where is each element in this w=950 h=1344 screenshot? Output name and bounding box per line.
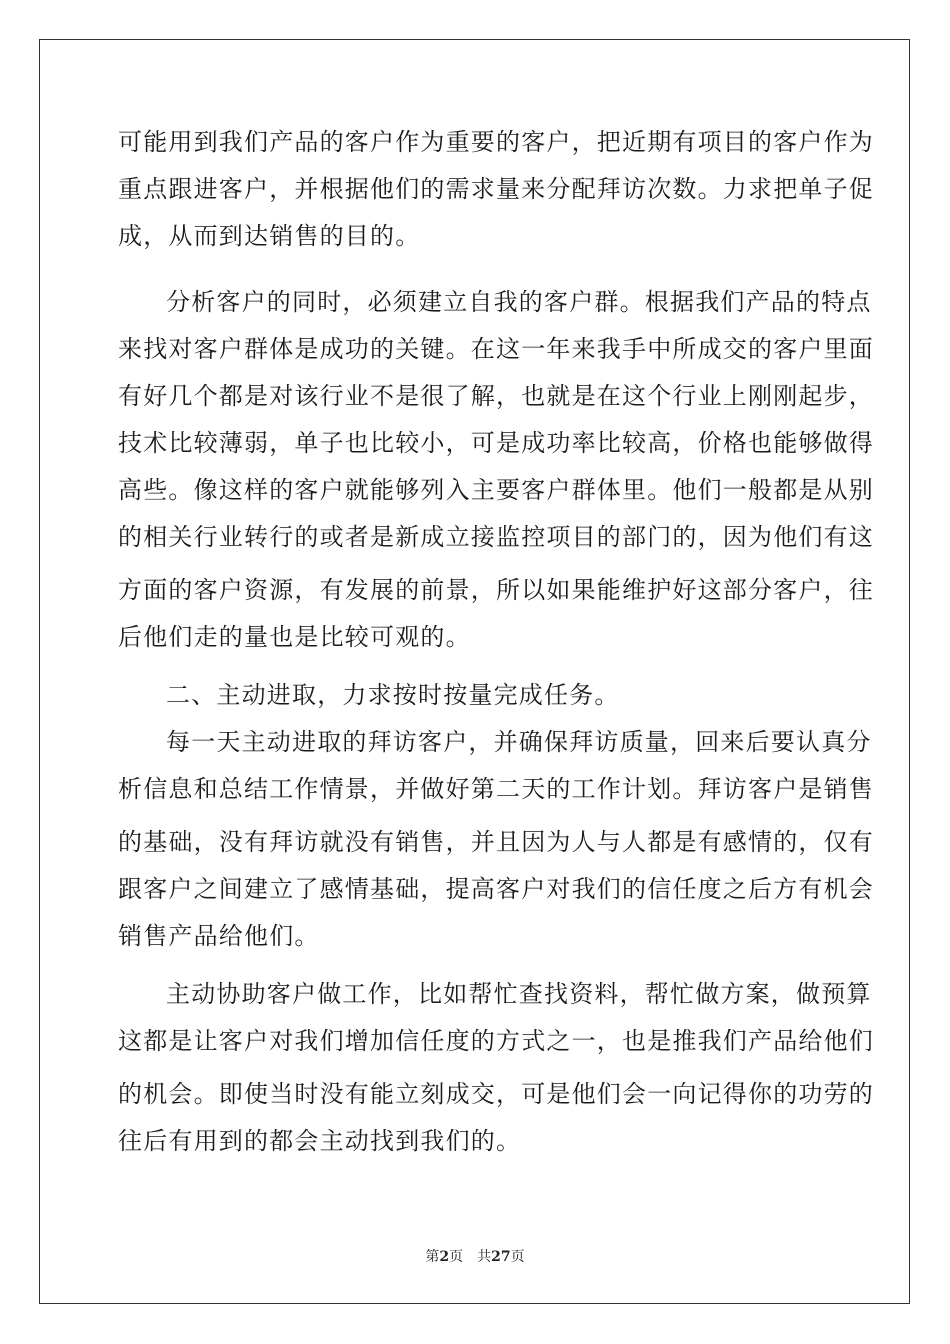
- text-line: 成，从而到达销售的目的。: [118, 222, 421, 250]
- text-line: 的基础，没有拜访就没有销售，并且因为人与人都是有感情的，仅有: [118, 828, 874, 856]
- text-line: 的相关行业转行的或者是新成立接监控项目的部门的，因为他们有这: [118, 523, 874, 551]
- text-line: 往后有用到的都会主动找到我们的。: [118, 1127, 522, 1155]
- text-line: 可能用到我们产品的客户作为重要的客户，把近期有项目的客户作为: [118, 128, 874, 156]
- paragraph-first-line: 主动协助客户做工作，比如帮忙查找资料，帮忙做方案，做预算: [166, 980, 872, 1008]
- text-line: 方面的客户资源，有发展的前景，所以如果能维护好这部分客户，往: [118, 576, 874, 604]
- text-line: 重点跟进客户，并根据他们的需求量来分配拜访次数。力求把单子促: [118, 175, 874, 203]
- total-suffix: 页: [510, 1249, 525, 1265]
- paragraph-first-line: 每一天主动进取的拜访客户，并确保拜访质量，回来后要认真分: [166, 728, 872, 756]
- total-prefix: 共: [477, 1249, 492, 1265]
- text-line: 这都是让客户对我们增加信任度的方式之一，也是推我们产品给他们: [118, 1027, 874, 1055]
- text-line: 跟客户之间建立了感情基础，提高客户对我们的信任度之后方有机会: [118, 875, 874, 903]
- paragraph-first-line: 分析客户的同时，必须建立自我的客户群。根据我们产品的特点: [166, 288, 872, 316]
- page-footer: [0, 1248, 950, 1266]
- page-number: 2: [439, 1249, 450, 1265]
- text-line: 析信息和总结工作情景，并做好第二天的工作计划。拜访客户是销售: [118, 775, 874, 803]
- page-suffix: 页: [449, 1249, 464, 1265]
- text-line: 有好几个都是对该行业不是很了解，也就是在这个行业上刚刚起步，: [118, 382, 874, 410]
- page-prefix: 第: [425, 1249, 440, 1265]
- text-line: 销售产品给他们。: [118, 922, 320, 950]
- text-line: 后他们走的量也是比较可观的。: [118, 623, 471, 651]
- text-line: 技术比较薄弱，单子也比较小，可是成功率比较高，价格也能够做得: [118, 429, 874, 457]
- text-line: 来找对客户群体是成功的关键。在这一年来我手中所成交的客户里面: [118, 335, 874, 363]
- text-line: 的机会。即使当时没有能立刻成交，可是他们会一向记得你的功劳的: [118, 1080, 874, 1108]
- section-heading: 二、主动进取，力求按时按量完成任务。: [166, 681, 620, 709]
- total-pages: 27: [491, 1249, 511, 1265]
- text-line: 高些。像这样的客户就能够列入主要客户群体里。他们一般都是从别: [118, 476, 874, 504]
